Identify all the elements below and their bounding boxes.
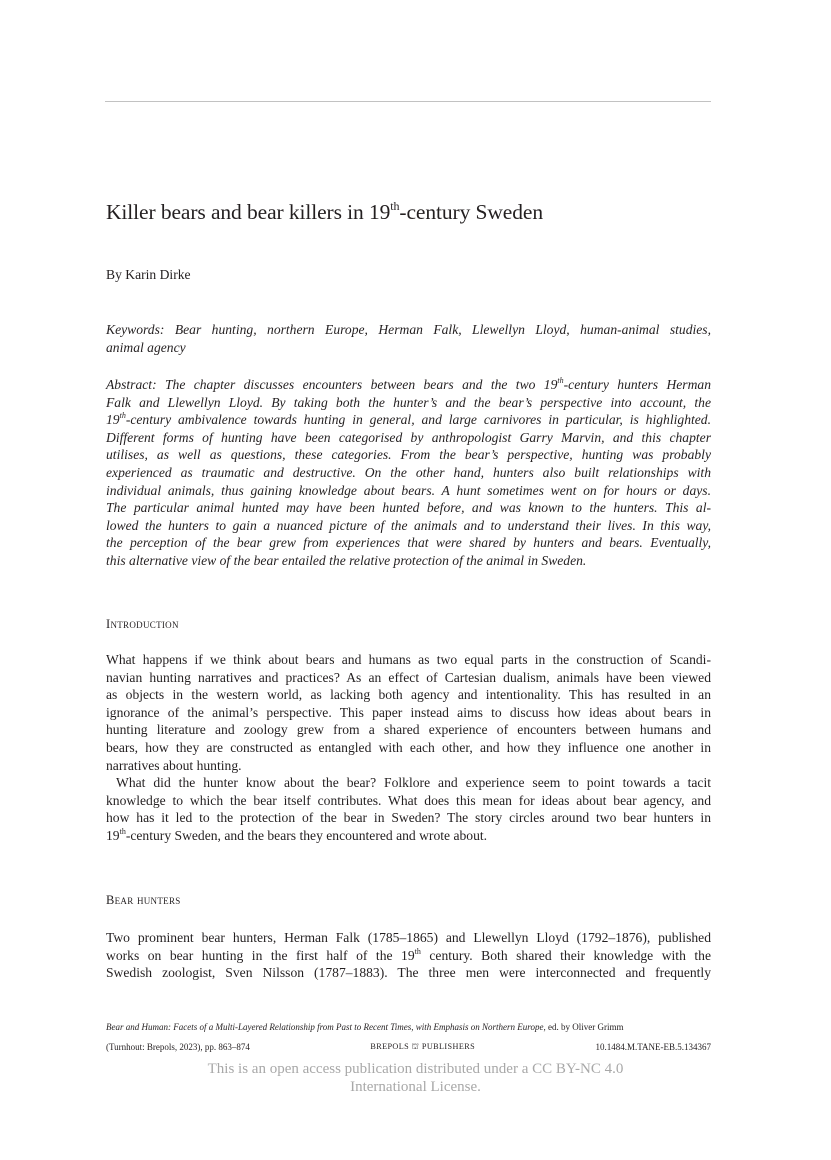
text-line: ignorance of the animal’s perspective. This paper instead aims to discuss how ideas about bears in <box>106 704 711 720</box>
text-line: Two prominent bear hunters, Herman Falk (1785–1865) and Llewellyn Lloyd (1792–1876), published <box>106 930 711 945</box>
citation-line: Bear and Human: Facets of a Multi-Layered Relationship from Past to Recent Times, with Emphasis on Northern Europe, ed. by Oliver Grimm <box>106 1022 624 1032</box>
author-byline: By Karin Dirke <box>106 267 191 282</box>
section-heading-bear-hunters: Bear hunters <box>106 893 181 907</box>
text-line: hunting literature and zoology grew from a shared experience of encounters between humans and <box>106 722 711 738</box>
chapter-title: Killer bears and bear killers in 19th-century Sweden <box>106 199 543 224</box>
text-line: Falk and Llewellyn Lloyd. By taking both the hunter’s and the bear’s perspective into account, the <box>106 394 711 410</box>
text-line: lowed the hunters to gain a nuanced picture of the animals and to understand their lives. In this way, <box>106 517 711 533</box>
text-line: What happens if we think about bears and humans as two equal parts in the construction of Scandi- <box>106 652 711 667</box>
keywords <box>106 321 711 356</box>
text-line: The particular animal hunted may have been hunted before, and was known to the hunters. This al- <box>106 500 711 516</box>
text-line: 19th-century Sweden, and the bears they encountered and wrote about. <box>106 826 488 843</box>
text-line: navian hunting narratives and practices? As an effect of Cartesian dualism, animals have been viewed <box>106 669 711 685</box>
text-line: Swedish zoologist, Sven Nilsson (1787–1883). The three men were interconnected and frequently <box>106 965 711 981</box>
header-rule <box>105 101 711 102</box>
keywords-line: Keywords: Bear hunting, northern Europe, Herman Falk, Llewellyn Lloyd, human-animal studies, <box>106 322 711 337</box>
text-line: narratives about hunting. <box>106 757 242 773</box>
text-line: 19th-century ambivalence towards hunting in general, and large carnivores in particular, is highlighted. <box>106 411 711 428</box>
text-line: Different forms of hunting have been categorised by anthropologist Garry Marvin, and this chapter <box>106 429 711 445</box>
section-heading-introduction: Introduction <box>106 617 179 631</box>
text-line: utilises, as well as questions, these categories. From the bear’s perspective, hunting was probably <box>106 447 711 463</box>
keywords-line: animal agency <box>106 339 186 355</box>
publisher-logo: BREPOLS ⛫ PUBLISHERS <box>370 1042 476 1051</box>
book-title: Bear and Human: Facets of a Multi-Layered Relationship from Past to Recent Times, with Emphasis on Northern Europe <box>106 1022 544 1032</box>
text-line: individual animals, thus gaining knowledge about bears. A hunt sometimes went on for hours or days. <box>106 482 711 498</box>
abstract <box>106 376 711 570</box>
text-line: bears, how they are constructed as entangled with each other, and how they influence one another in <box>106 739 711 755</box>
text-line: What did the hunter know about the bear? Folklore and experience seem to point towards a tacit <box>116 775 711 791</box>
citation-pages: (Turnhout: Brepols, 2023), pp. 863–874 <box>106 1042 250 1052</box>
license-notice: This is an open access publication distributed under a CC BY-NC 4.0 International License. <box>207 1061 624 1095</box>
doi: 10.1484.M.TANE-EB.5.134367 <box>595 1042 711 1052</box>
bear-hunters-body <box>106 929 711 982</box>
text-line: works on bear hunting in the first half of the 19th century. Both shared their knowledge with the <box>106 946 711 963</box>
text-line: knowledge to which the bear itself contributes. What does this mean for ideas about bear agency, and <box>106 792 711 808</box>
introduction-body <box>106 651 711 845</box>
text-line: as objects in the western world, as lacking both agency and intentionality. This has resulted in an <box>106 687 711 703</box>
text-line: this alternative view of the bear entailed the relative protection of the animal in Sweden. <box>106 552 587 568</box>
citation-row <box>106 1042 711 1052</box>
text-line: the perception of the bear grew from experiences that were shared by hunters and bears. Eventually, <box>106 535 711 551</box>
text-line: how has it led to the protection of the bear in Sweden? The story circles around two bear hunters in <box>106 810 711 826</box>
text-line: experienced as traumatic and destructive. On the other hand, hunters also built relationships with <box>106 464 711 480</box>
text-line: Abstract: The chapter discusses encounters between bears and the two 19th-century hunters Herman <box>106 376 711 392</box>
